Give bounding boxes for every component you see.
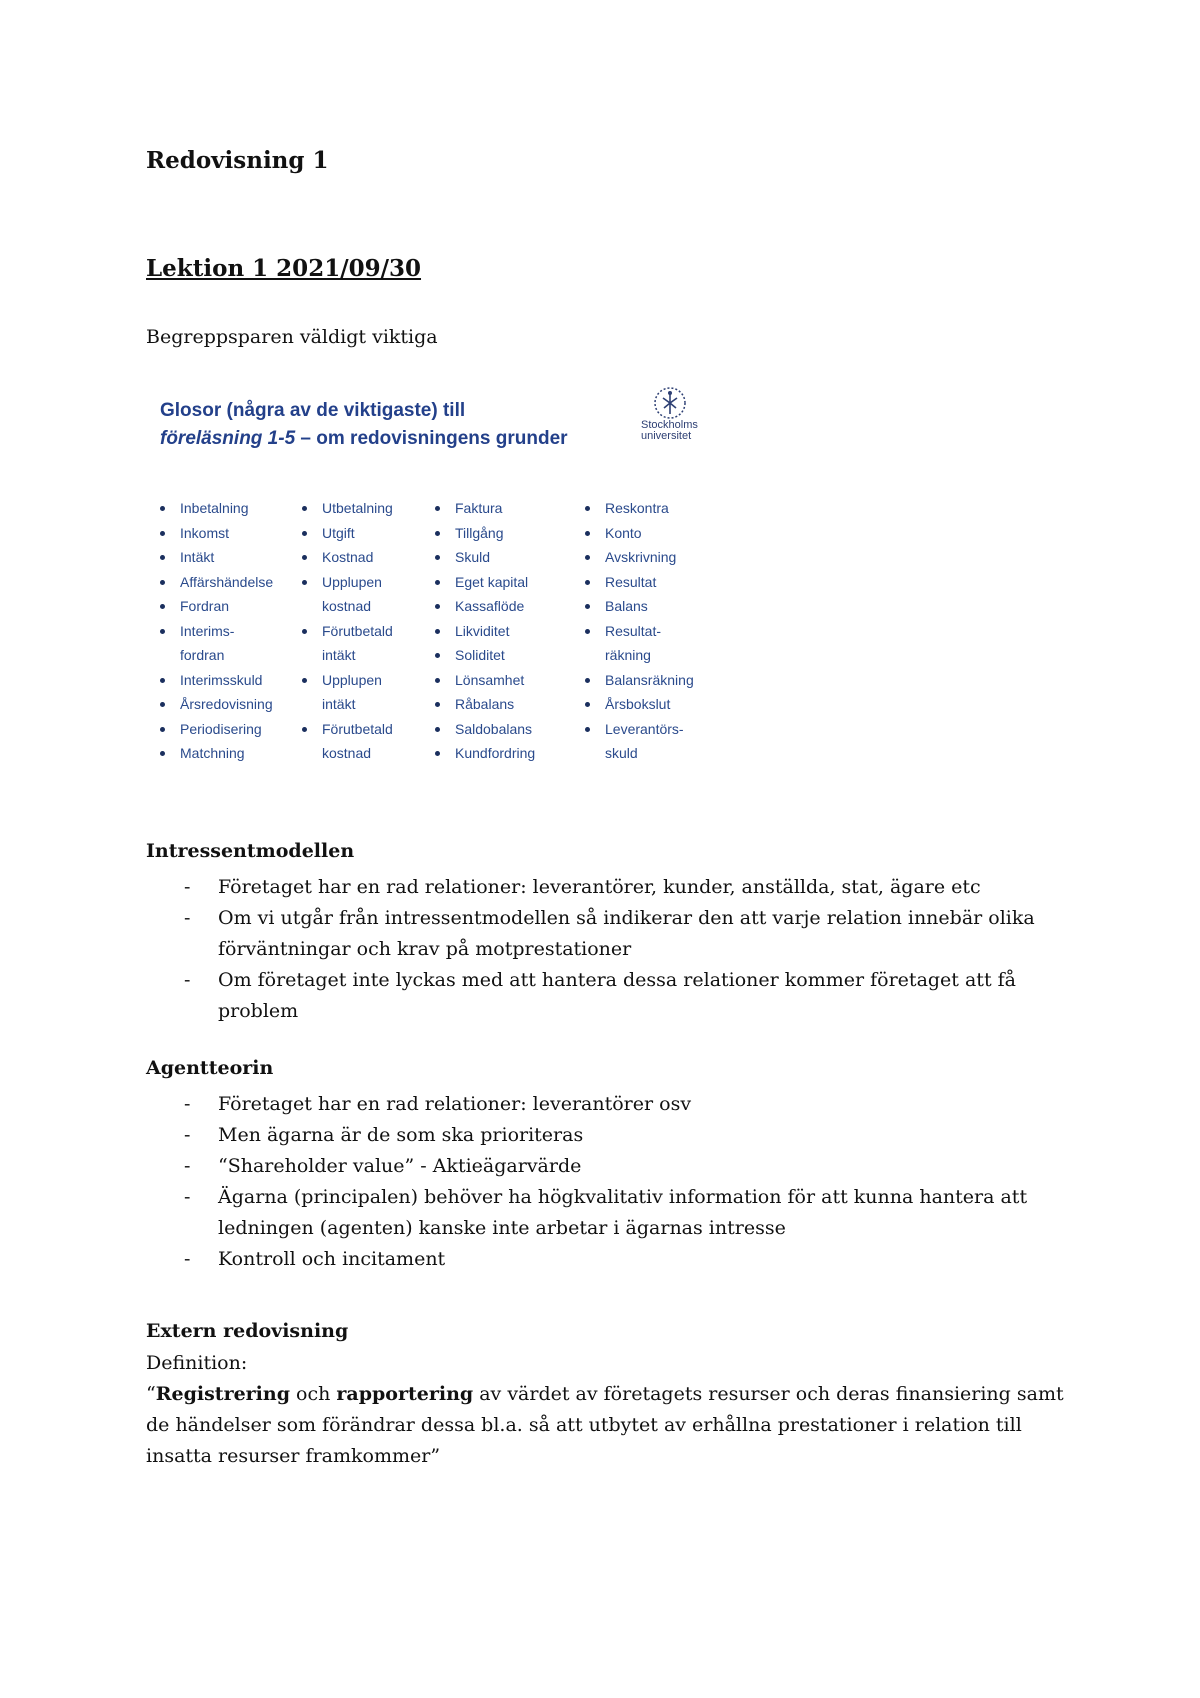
glossary-term: Balans [581, 594, 694, 619]
list-item: - Företaget har en rad relationer: leverantörer, kunder, anställda, stat, ägare etc [146, 872, 1046, 903]
glossary-term: Inkomst [156, 521, 273, 546]
logo-line2: universitet [641, 430, 692, 442]
section-heading-extern-redovisning: Extern redovisning [146, 1320, 349, 1342]
section-heading-intressentmodellen: Intressentmodellen [146, 840, 355, 862]
glossary-term: Råbalans [431, 692, 535, 717]
glossary-term: Affärshändelse [156, 570, 273, 595]
glossary-term: Soliditet [431, 643, 535, 668]
glossary-term: Årsbokslut [581, 692, 694, 717]
quote-bold-registrering: Registrering [155, 1383, 290, 1405]
glossary-term: Kassaflöde [431, 594, 535, 619]
glossary-term: Lönsamhet [431, 668, 535, 693]
glossary-term: Reskontra [581, 496, 694, 521]
slide-title-line1: Glosor (några av de viktigaste) till [160, 400, 466, 421]
glossary-term: Förutbetald intäkt [298, 619, 393, 668]
glossary-term: Förutbetald kostnad [298, 717, 393, 766]
agentteorin-list [146, 1089, 1046, 1275]
glossary-term: Konto [581, 521, 694, 546]
glossary-column-2 [298, 496, 393, 766]
glossary-column-3 [431, 496, 535, 766]
glossary-term: Intäkt [156, 545, 273, 570]
glossary-term: Kostnad [298, 545, 393, 570]
quote-text-rest: av värdet av företagets resurser och deras finansiering samt de händelser som förändrar dessa bl.a. så att utbytet av erhållna prestationer i relation till insatta resurser framkommer” [146, 1383, 1064, 1467]
glossary-term: Utbetalning [298, 496, 393, 521]
list-item: - “Shareholder value” - Aktieägarvärde [146, 1151, 1046, 1182]
quote-open-mark: “ [146, 1383, 156, 1405]
glossary-term: Saldobalans [431, 717, 535, 742]
glossary-term: Utgift [298, 521, 393, 546]
intressentmodellen-list [146, 872, 1046, 1027]
slide-title-rest: – om redovisningens grunder [295, 428, 568, 449]
intro-text: Begreppsparen väldigt viktiga [146, 326, 438, 348]
glossary-column-4 [581, 496, 694, 766]
definition-label: Definition: [146, 1352, 248, 1374]
section-heading-agentteorin: Agentteorin [146, 1057, 274, 1079]
glossary-term: Fordran [156, 594, 273, 619]
list-item: - Men ägarna är de som ska prioriteras [146, 1120, 1046, 1151]
glossary-term: Likviditet [431, 619, 535, 644]
definition-quote [146, 1379, 1066, 1472]
glossary-term: Tillgång [431, 521, 535, 546]
glossary-term: Avskrivning [581, 545, 694, 570]
quote-text-och: och [290, 1383, 337, 1405]
glossary-term: Skuld [431, 545, 535, 570]
stockholm-university-wordmark [641, 420, 698, 442]
glossary-term: Upplupen intäkt [298, 668, 393, 717]
glossary-slide-image [146, 380, 712, 816]
glossary-term: Resultat [581, 570, 694, 595]
stockholm-university-logo [641, 386, 713, 442]
glossary-term: Eget kapital [431, 570, 535, 595]
list-item: - Kontroll och incitament [146, 1244, 1046, 1275]
glossary-term: Matchning [156, 741, 273, 766]
glossary-term: Resultat- räkning [581, 619, 694, 668]
glossary-term: Balansräkning [581, 668, 694, 693]
glossary-term: Leverantörs- skuld [581, 717, 694, 766]
list-item: - Ägarna (principalen) behöver ha högkvalitativ information för att kunna hantera att ledningen (agenten) kanske inte arbetar i ägarnas intresse [146, 1182, 1046, 1244]
glossary-term: Periodisering [156, 717, 273, 742]
glossary-term: Årsredovisning [156, 692, 273, 717]
lesson-title: Lektion 1 2021/09/30 [146, 255, 422, 282]
list-item: - Om företaget inte lyckas med att hantera dessa relationer kommer företaget att få problem [146, 965, 1046, 1027]
slide-title-italic: föreläsning 1-5 [160, 428, 296, 449]
document-title: Redovisning 1 [146, 147, 329, 174]
quote-bold-rapportering: rapportering [336, 1383, 474, 1405]
list-item: - Om vi utgår från intressentmodellen så indikerar den att varje relation innebär olika förväntningar och krav på motprestationer [146, 903, 1046, 965]
glossary-term: Upplupen kostnad [298, 570, 393, 619]
slide-title-line2 [160, 428, 568, 450]
glossary-term: Interimsskuld [156, 668, 273, 693]
glossary-term: Faktura [431, 496, 535, 521]
list-item: - Företaget har en rad relationer: leverantörer osv [146, 1089, 1046, 1120]
glossary-column-1 [156, 496, 273, 766]
glossary-term: Kundfordring [431, 741, 535, 766]
logo-line1: Stockholms [641, 419, 698, 431]
stockholm-university-emblem-icon [653, 386, 687, 420]
glossary-term: Interims- fordran [156, 619, 273, 668]
glossary-term: Inbetalning [156, 496, 273, 521]
